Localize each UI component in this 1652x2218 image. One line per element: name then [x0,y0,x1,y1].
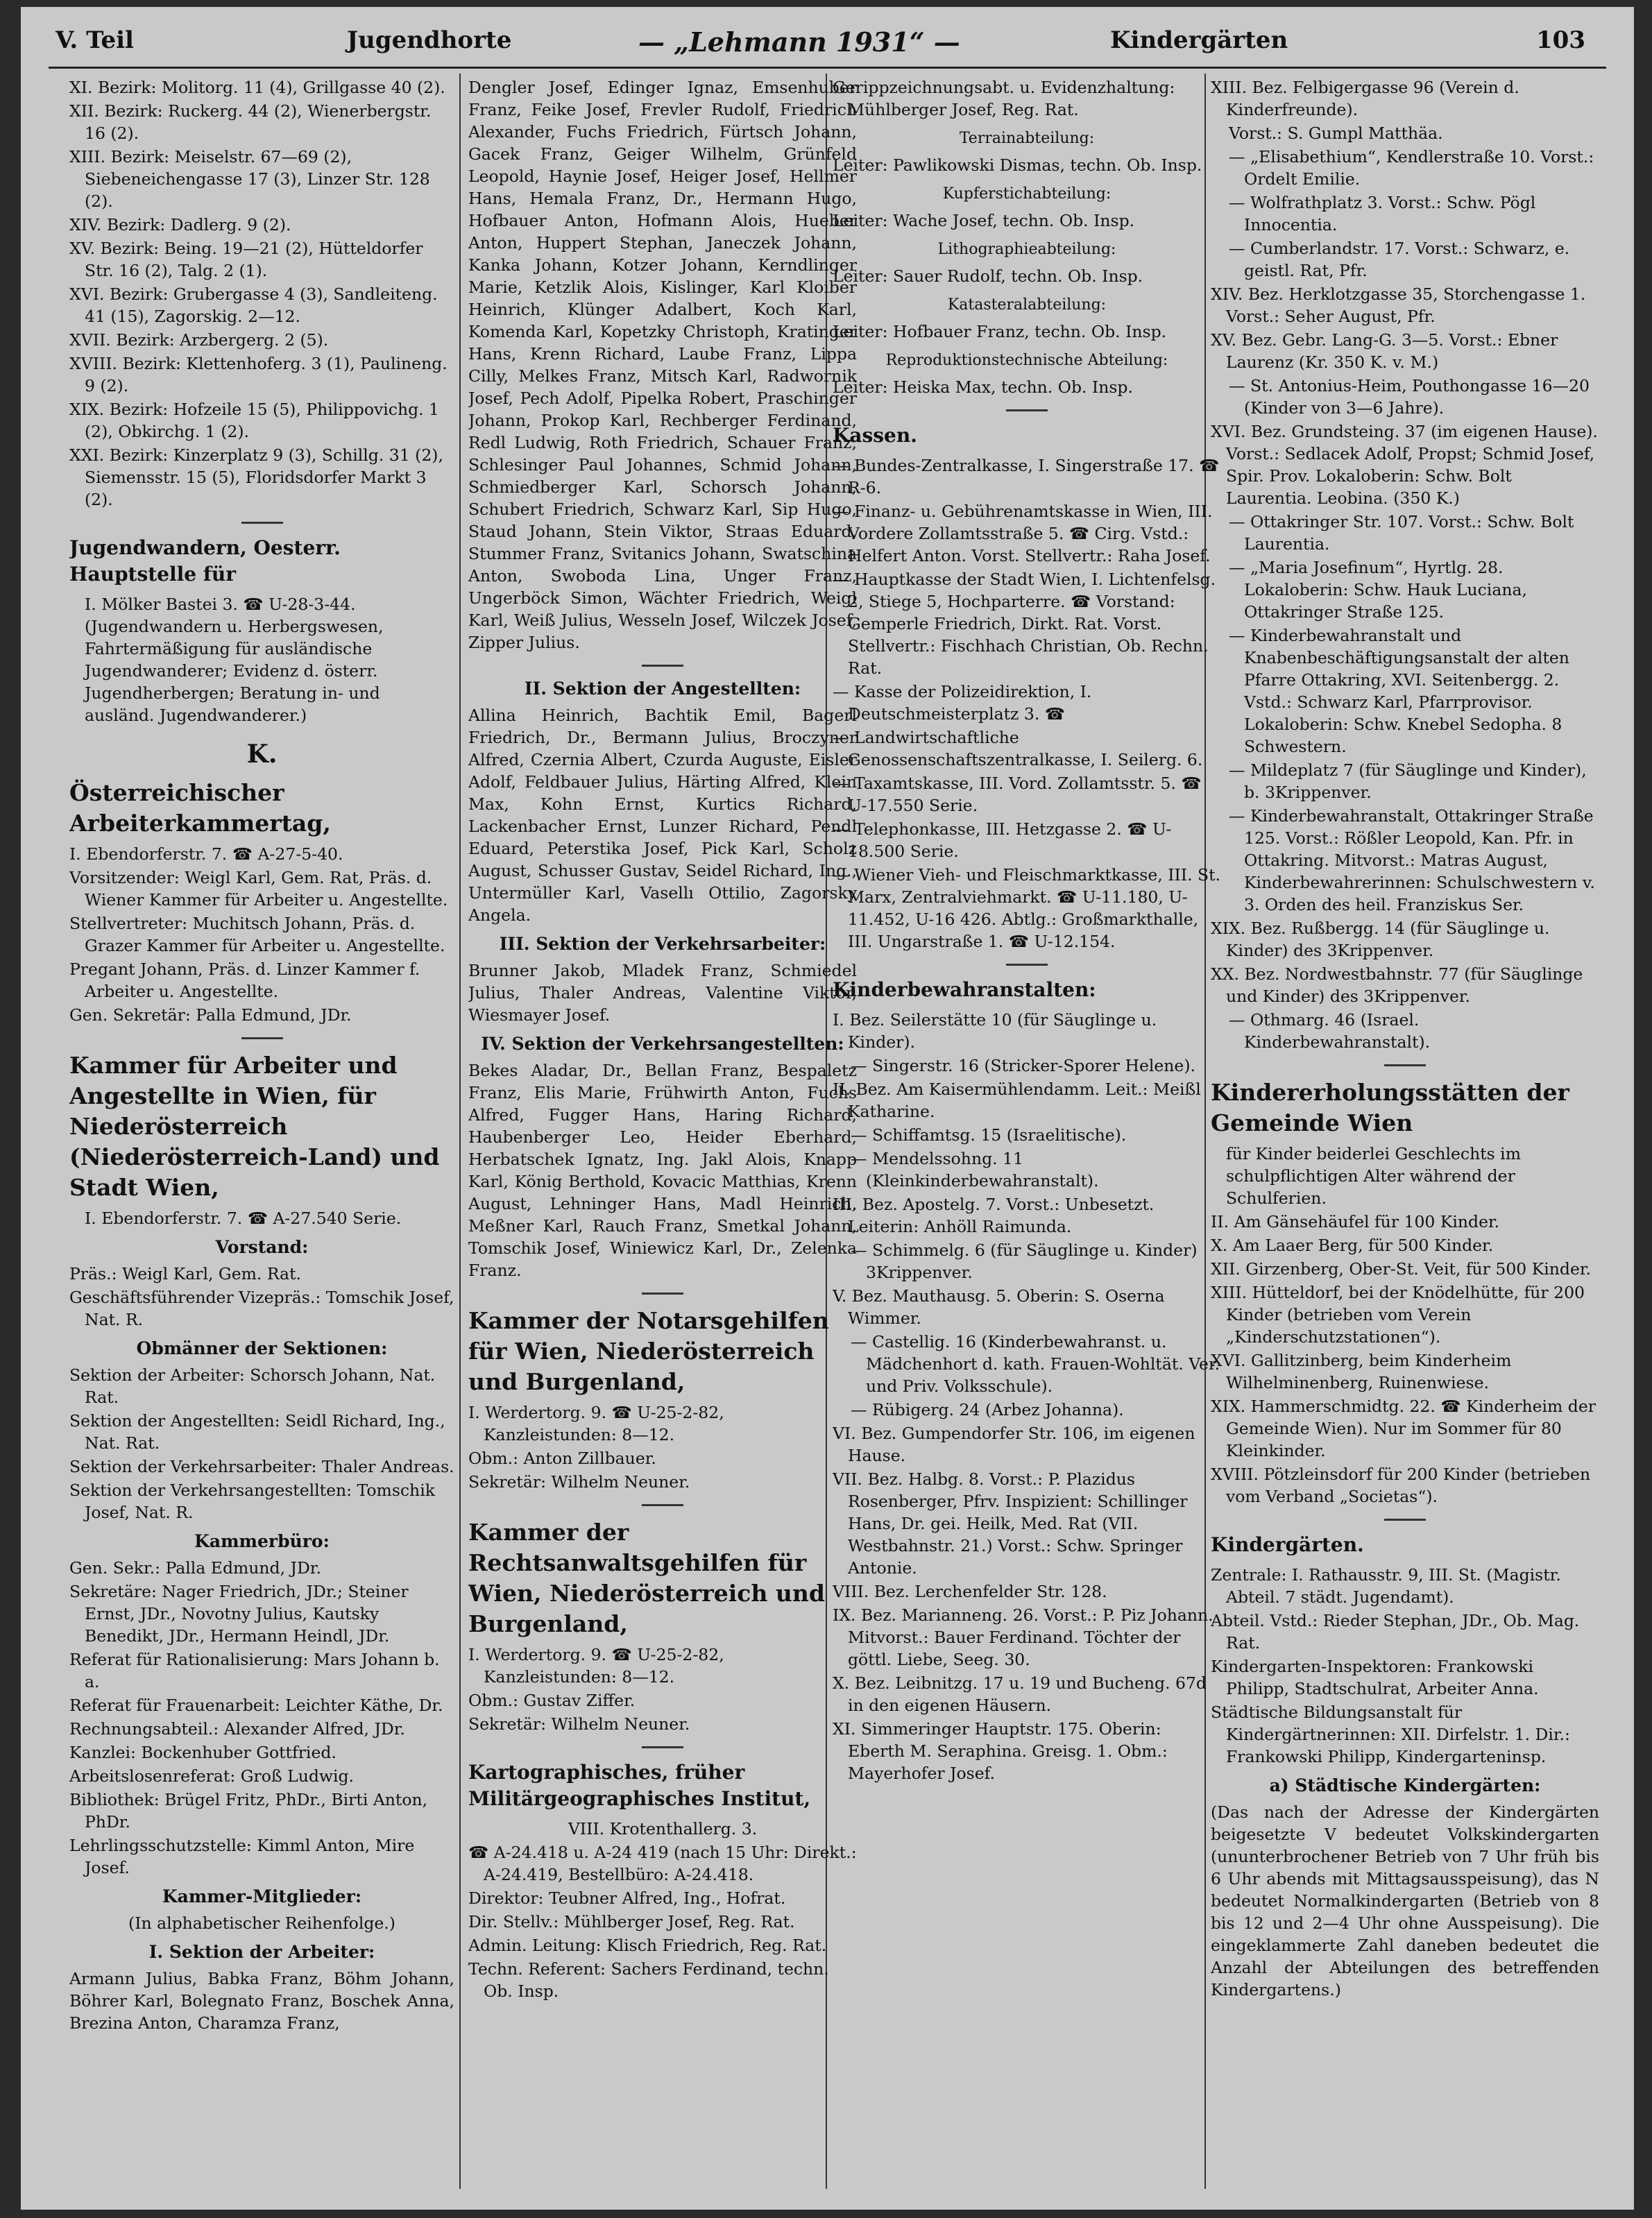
section-divider [642,1293,683,1295]
subsection-heading: IV. Sektion der Verkehrsangestellten: [481,1034,844,1054]
entry: Gerippzeichnungsabt. u. Evidenzhaltung: Mühlberger Josef, Reg. Rat. [833,78,1175,119]
entry: Zentrale: I. Rathausstr. 9, III. St. (Magistr. Abteil. 7 städt. Jugendamt). [1211,1565,1561,1607]
entry: VIII. Bez. Lerchenfelder Str. 128. [833,1582,1107,1601]
section-heading: Kinderbewahranstalten: [833,978,1096,1001]
entry: XVI. Gallitzinberg, beim Kinderheim Wilhelminenberg, Ruinenwiese. [1211,1351,1512,1392]
entry: VII. Bez. Halbg. 8. Vorst.: P. Plazidus Rosenberger, Pfrv. Inspizient: Schillinger Hans, Dr. gei. Heilk, Med. Rat (VII. Westbahnstr. 21.) Vorst.: Schw. Springer Antonie. [833,1469,1188,1578]
entry: — Kinderbewahranstalt und Knabenbeschäftigungsanstalt der alten Pfarre Ottakring, XVI. Seitenbergg. 2. Vstd.: Schwarz Karl, Pfarrprovisor. Lokaloberin: Schw. Knebel Sedopha. 8 Schwestern. [1229,626,1569,756]
entry: — Telephonkasse, III. Hetzgasse 2. ☎ U-18.500 Serie. [833,819,1172,861]
section-divider [642,1504,683,1506]
section-heading: Kassen. [833,424,917,447]
entry: Admin. Leitung: Klisch Friedrich, Reg. Rat. [468,1936,827,1955]
entry: — Landwirtschaftliche Genossenschaftszentralkasse, I. Seilerg. 6. [833,728,1203,769]
header-rule [49,67,1606,69]
entry: Leiter: Wache Josef, techn. Ob. Insp. [833,211,1135,230]
section-divider [1006,409,1048,411]
entry: II. Bez. Am Kaisermühlendamm. Leit.: Meißl Katharine. [833,1080,1201,1121]
section-divider [1006,964,1048,966]
subsection-heading: a) Städtische Kindergärten: [1269,1775,1541,1795]
district-entry: XVI. Bezirk: Grubergasse 4 (3), Sandleiteng. 41 (15), Zagorskig. 2—12. [69,284,438,326]
entry: — Mendelssohng. 11 (Kleinkinderbewahranstalt). [851,1149,1099,1191]
entry: II. Am Gänsehäufel für 100 Kinder. [1211,1212,1500,1231]
section-text: für Kinder beiderlei Geschlechts im schulpflichtigen Alter während der Schulferien. [1226,1144,1521,1208]
entry: Leiter: Hofbauer Franz, techn. Ob. Insp. [833,322,1167,341]
entry: — Ottakringer Str. 107. Vorst.: Schw. Bolt Laurentia. [1229,512,1574,554]
district-entry: XVIII. Bezirk: Klettenhoferg. 3 (1), Paulineng. 9 (2). [69,354,448,395]
entry: Leiter: Pawlikowski Dismas, techn. Ob. Insp. [833,155,1202,175]
section-text: (Das nach der Adresse der Kindergärten beigesetzte V bedeutet Volkskindergarten (ununterbrochener Betrieb von 7 Uhr früh bis 6 Uhr abends mit Mittagsausspeisung), das N bedeutet Normalkindergarten (Betrieb von 8 bis 12 und 2—4 Uhr ohne Ausspeisung). Die eingeklammerte Zahl daneben bedeutet die Anzahl der Abteilungen des betreffenden Kindergartens.) [1211,1802,1599,1999]
page [21,7,1634,2210]
entry: — Schiffamtsg. 15 (Israelitische). [851,1125,1127,1145]
entry: ☎ A-24.418 u. A-24 419 (nach 15 Uhr: Direkt.: A-24.419, Bestellbüro: A-24.418. [468,1843,857,1884]
district-entry: XV. Bezirk: Being. 19—21 (2), Hütteldorfer Str. 16 (2), Talg. 2 (1). [69,239,423,280]
entry: III. Bez. Apostelg. 7. Vorst.: Unbesetzt. Leiterin: Anhöll Raimunda. [833,1195,1155,1236]
member-list: Brunner Jakob, Mladek Franz, Schmiedel Julius, Thaler Andreas, Valentine Viktor, Wiesmayer Josef. [468,961,857,1025]
subsection-heading: I. Sektion der Arbeiter: [148,1942,375,1962]
department-heading: Terrainabteilung: [959,130,1095,147]
entry: — Kasse der Polizeidirektion, I. Deutschmeisterplatz 3. ☎ [833,682,1092,724]
entry: Sektion der Angestellten: Seidl Richard, Ing., Nat. Rat. [69,1411,445,1453]
entry: — St. Antonius-Heim, Pouthongasse 16—20 (Kinder von 3—6 Jahre). [1229,376,1590,418]
section-divider [241,522,283,524]
entry: V. Bez. Mauthausg. 5. Oberin: S. Oserna Wimmer. [833,1286,1165,1328]
section-divider [642,1746,683,1748]
member-list: Bekes Aladar, Dr., Bellan Franz, Bespaletz Franz, Elis Marie, Frühwirth Anton, Fuchs Alfred, Fugger Hans, Haring Richard, Haubenberger Leo, Heider Eberhard, Herbatschek Ignatz, Ing. Jakl Alois, Knapp Karl, König Berthold, Kovacic Matthias, Krenn August, Lehninger Hans, Madl Heinrich, Meßner Karl, Rauch Franz, Smetkal Johann, Tomschik Josef, Winiewicz Karl, Dr., Zelenka Franz. [468,1061,857,1280]
entry: — Bundes-Zentralkasse, I. Singerstraße 17. ☎ R-6. [833,456,1220,497]
entry: Kindergarten-Inspektoren: Frankowski Philipp, Stadtschulrat, Arbeiter Anna. [1211,1657,1539,1698]
district-entry: XII. Bezirk: Ruckerg. 44 (2), Wienerbergstr. 16 (2). [69,101,432,143]
entry: Leiter: Heiska Max, techn. Ob. Insp. [833,377,1133,397]
subsection-heading: Kammerbüro: [194,1531,330,1551]
column-2 [468,76,857,2196]
header-topic-left: Jugendhorte [347,26,512,54]
entry: — „Maria Josefinum“, Hyrtlg. 28. Lokaloberin: Schw. Hauk Luciana, Ottakringer Straße 125. [1229,558,1527,622]
entry: IX. Bez. Marianneng. 26. Vorst.: P. Piz Johann. Mitvorst.: Bauer Ferdinand. Töchter der göttl. Liebe, Seeg. 30. [833,1605,1214,1669]
entry: — Castellig. 16 (Kinderbewahranst. u. Mädchenhort d. kath. Frauen-Wohltät. Ver. und Priv. Volksschule). [851,1332,1220,1396]
section-heading: Kindererholungsstätten der Gemeinde Wien [1211,1079,1569,1136]
entry: XVIII. Pötzleinsdorf für 200 Kinder (betrieben vom Verband „Societas“). [1211,1465,1591,1506]
district-entry: XIX. Bezirk: Hofzeile 15 (5), Philippovichg. 1 (2), Obkirchg. 1 (2). [69,400,440,441]
entry: Techn. Referent: Sachers Ferdinand, techn. Ob. Insp. [468,1959,829,2001]
section-text: I. Mölker Bastei 3. ☎ U-28-3-44. (Jugendwandern u. Herbergswesen, Fahrtermäßigung für ausländische Jugendwanderer; Evidenz d. österr. Jugendherbergen; Beratung in- und ausländ. Jugendwanderer.) [85,595,384,725]
member-list: Dengler Josef, Edinger Ignaz, Emsenhuber Franz, Feike Josef, Frevler Rudolf, Friedrich Alexander, Fuchs Friedrich, Fürtsch Johann, Gacek Franz, Geiger Wilhelm, Grünfeld Leopold, Haynie Josef, Heiger Josef, Hellmer Hans, Hemala Franz, Dr., Hermann Hugo, Hofbauer Anton, Hofmann Alois, Hueber Anton, Huppert Stephan, Janeczek Johann, Kanka Johann, Kotzer Johann, Kerndlinger Marie, Ketzlik Alois, Kislinger, Karl Kloiber Heinrich, Klünger Adalbert, Koch Karl, Komenda Karl, Kopetzky Christoph, Kratinger Hans, Krenn Richard, Laube Franz, Lippa Cilly, Melkes Franz, Mitsch Karl, Radwornik Josef, Pech Adolf, Pipelka Robert, Praschinger Johann, Prokop Karl, Rechberger Ferdinand, Redl Ludwig, Roth Friedrich, Schauer Franz, Schlesinger Paul Johannes, Schmid Johann, Schmiedberger Karl, Schorsch Johann, Schubert Friedrich, Schwarz Karl, Sip Hugo, Staud Johann, Stein Viktor, Straas Eduard, Stummer Franz, Svitanics Johann, Swatschina Anton, Swoboda Lina, Unger Franz, Ungerböck Simon, Wächter Friedrich, Weigl Karl, Weiß Julius, Wesseln Josef, Wilczek Josef, Zipper Julius. [468,78,857,652]
entry: Pregant Johann, Präs. d. Linzer Kammer f. Arbeiter u. Angestellte. [69,959,420,1001]
entry: Geschäftsführender Vizepräs.: Tomschik Josef, Nat. R. [69,1288,454,1329]
entry: — Othmarg. 46 (Israel. Kinderbewahranstalt). [1229,1010,1431,1052]
entry: XIX. Bez. Rußbergg. 14 (für Säuglinge u. Kinder) des 3Krippenver. [1211,919,1550,960]
entry: — Kinderbewahranstalt, Ottakringer Straße 125. Vorst.: Rößler Leopold, Kan. Pfr. in Ottakring. Mitvorst.: Matras August, Kinderbewahrerinnen: Schulschwestern v. 3. Orden des heil. Franziskus Ser. [1229,806,1595,914]
department-heading: Kupferstichabteilung: [942,185,1112,203]
entry: Stellvertreter: Muchitsch Johann, Präs. d. Grazer Kammer für Arbeiter u. Angestellte. [69,914,445,955]
entry: Leiter: Sauer Rudolf, techn. Ob. Insp. [833,266,1143,286]
entry: Gen. Sekr.: Palla Edmund, JDr. [69,1558,321,1578]
section-heading: Kammer der Rechtsanwaltsgehilfen für Wien, Niederösterreich und Burgenland, [468,1519,825,1637]
entry: — Wiener Vieh- und Fleischmarktkasse, III. St. Marx, Zentralviehmarkt. ☎ U-11.180, U-11.452, U-16 426. Abtlg.: Großmarkthalle, III. Ungarstraße 1. ☎ U-12.154. [833,865,1221,951]
member-list: Allina Heinrich, Bachtik Emil, Bagerl Friedrich, Dr., Bermann Julius, Broczyner Alfred, Czernia Albert, Czurda Auguste, Eisler Adolf, Feldbauer Julius, Härting Alfred, Klein Max, Kohn Ernst, Kurtics Richard, Lackenbacher Ernst, Lunzer Richard, Pendl Eduard, Peterstika Josef, Pick Karl, Scholz August, Schusser Gustav, Seidel Richard, Ing., Untermüller Karl, Vasellı Ottilio, Zagorsky Angela. [468,706,857,925]
alphabet-letter: K. [246,740,278,769]
column-divider [459,74,461,2189]
entry: Arbeitslosenreferat: Groß Ludwig. [69,1766,355,1786]
part-label: V. Teil [56,26,134,54]
entry: Gen. Sekretär: Palla Edmund, JDr. [69,1005,352,1025]
subsection-heading: Kammer-Mitglieder: [162,1886,362,1906]
entry: Sekretär: Wilhelm Neuner. [468,1714,690,1734]
entry: Kanzlei: Bockenhuber Gottfried. [69,1743,337,1762]
subsection-note: (In alphabetischer Reihenfolge.) [128,1913,395,1933]
entry: — Mildeplatz 7 (für Säuglinge und Kinder), b. 3Krippenver. [1229,760,1587,802]
entry: XVI. Bez. Grundsteing. 37 (im eigenen Hause). Vorst.: Sedlacek Adolf, Propst; Schmid Josef, Spir. Prov. Lokaloberin: Schw. Bolt Laurentia. Leobina. (350 K.) [1211,422,1598,508]
department-heading: Reproduktionstechnische Abteilung: [885,352,1168,369]
entry: XV. Bez. Gebr. Lang-G. 3—5. Vorst.: Ebner Laurenz (Kr. 350 K. v. M.) [1211,330,1558,372]
entry: Sektion der Arbeiter: Schorsch Johann, Nat. Rat. [69,1365,436,1407]
column-1 [69,76,454,2196]
district-entry: XVII. Bezirk: Arzbergerg. 2 (5). [69,330,329,350]
entry: XII. Girzenberg, Ober-St. Veit, für 500 Kinder. [1211,1259,1591,1279]
entry: XIX. Hammerschmidtg. 22. ☎ Kinderheim der Gemeinde Wien). Nur im Sommer für 80 Kleinkinder. [1211,1397,1596,1460]
subsection-heading: II. Sektion der Angestellten: [524,679,801,699]
subsection-heading: III. Sektion der Verkehrsarbeiter: [499,934,826,954]
section-divider [1384,1519,1426,1521]
section-heading: Jugendwandern, Oesterr. Hauptstelle für [69,536,341,586]
entry: Sekretäre: Nager Friedrich, JDr.; Steiner Ernst, JDr., Novotny Julius, Kautsky Benedikt, JDr., Hermann Heindl, JDr. [69,1582,409,1646]
entry: — Finanz- u. Gebührenamtskasse in Wien, III. Vordere Zollamtsstraße 5. ☎ Cirg. Vstd.: Helfert Anton. Vorst. Stellvertr.: Raha Josef. [833,502,1213,565]
district-entry: XIII. Bezirk: Meiselstr. 67—69 (2), Siebeneichengasse 17 (3), Linzer Str. 128 (2). [69,147,430,211]
entry: — Cumberlandstr. 17. Vorst.: Schwarz, e. geistl. Rat, Pfr. [1229,239,1570,280]
entry: I. Werdertorg. 9. ☎ U-25-2-82, Kanzleistunden: 8—12. [468,1403,724,1444]
entry: XIII. Bez. Felbigergasse 96 (Verein d. Kinderfreunde). [1211,78,1519,119]
entry: — Taxamtskasse, III. Vord. Zollamtsstr. 5. ☎ U-17.550 Serie. [833,774,1202,815]
entry: Bibliothek: Brügel Fritz, PhDr., Birti Anton, PhDr. [69,1790,428,1832]
section-divider [642,665,683,667]
section-heading: Österreichischer Arbeiterkammertag, [69,779,331,837]
section-heading: Kartographisches, früher Militärgeographisches Institut, [468,1761,811,1810]
section-divider [1384,1064,1426,1066]
entry: — „Elisabethium“, Kendlerstraße 10. Vorst.: Ordelt Emilie. [1229,147,1594,189]
entry: — Hauptkasse der Stadt Wien, I. Lichtenfelsg. 2, Stiege 5, Hochparterre. ☎ Vorstand: Gemperle Friedrich, Dirkt. Rat. Vorst. Stellvertr.: Fischhach Christian, Ob. Rechn. Rat. [833,570,1216,678]
subsection-heading: Obmänner der Sektionen: [136,1338,388,1358]
section-heading: Kammer für Arbeiter und Angestellte in Wien, für Niederösterreich (Niederösterreich-Land) und Stadt Wien, [69,1052,440,1201]
entry: I. Werdertorg. 9. ☎ U-25-2-82, Kanzleistunden: 8—12. [468,1645,724,1687]
entry: Referat für Rationalisierung: Mars Johann b. a. [69,1650,440,1691]
section-divider [241,1037,283,1039]
department-heading: Katasteralabteilung: [947,296,1107,314]
entry: Obm.: Gustav Ziffer. [468,1691,636,1710]
entry: X. Am Laaer Berg, für 500 Kinder. [1211,1236,1494,1255]
member-list: Armann Julius, Babka Franz, Böhm Johann, Böhrer Karl, Bolegnato Franz, Boschek Anna, Brezina Anton, Charamza Franz, [69,1969,454,2033]
entry: Vorsitzender: Weigl Karl, Gem. Rat, Präs. d. Wiener Kammer für Arbeiter u. Angestellte. [69,868,448,910]
section-heading: Kindergärten. [1211,1533,1364,1556]
entry: XIII. Hütteldorf, bei der Knödelhütte, für 200 Kinder (betrieben vom Verein „Kinderschutzstationen“). [1211,1283,1585,1347]
subsection-heading: Vorstand: [215,1237,309,1257]
entry: — Rübigerg. 24 (Arbez Johanna). [851,1400,1124,1419]
entry: Direktor: Teubner Alfred, Ing., Hofrat. [468,1888,786,1908]
running-header [21,18,1634,60]
column-4 [1211,76,1599,2196]
department-heading: Lithographieabteilung: [937,241,1116,258]
district-entry: XI. Bezirk: Molitorg. 11 (4), Grillgasse 40 (2). [69,78,445,97]
entry: Vorst.: S. Gumpl Matthäa. [1229,123,1443,143]
entry: — Wolfrathplatz 3. Vorst.: Schw. Pögl Innocentia. [1229,193,1536,234]
entry: X. Bez. Leibnitzg. 17 u. 19 und Bucheng. 67d in den eigenen Häusern. [833,1673,1207,1715]
entry: VIII. Krotenthallerg. 3. [568,1819,758,1839]
entry: XX. Bez. Nordwestbahnstr. 77 (für Säuglinge und Kinder) des 3Krippenver. [1211,964,1583,1006]
column-3 [833,76,1221,2196]
district-list [69,76,454,511]
entry: Präs.: Weigl Karl, Gem. Rat. [69,1264,301,1283]
entry: Städtische Bildungsanstalt für Kindergärtnerinnen: XII. Dirfelstr. 1. Dir.: Frankowski Philipp, Kindergarteninsp. [1211,1703,1570,1766]
entry: Sekretär: Wilhelm Neuner. [468,1472,690,1492]
entry: Referat für Frauenarbeit: Leichter Käthe, Dr. [69,1696,443,1715]
entry: I. Ebendorferstr. 7. ☎ A-27.540 Serie. [85,1209,402,1228]
entry: Dir. Stellv.: Mühlberger Josef, Reg. Rat. [468,1912,795,1931]
district-entry: XXI. Bezirk: Kinzerplatz 9 (3), Schillg. 31 (2), Siemensstr. 15 (5), Floridsdorfer Markt 3 (2). [69,445,443,509]
entry: Sektion der Verkehrsangestellten: Tomschik Josef, Nat. R. [69,1481,435,1522]
entry: Abteil. Vstd.: Rieder Stephan, JDr., Ob. Mag. Rat. [1211,1611,1580,1653]
entry: — Singerstr. 16 (Stricker-Sporer Helene). [851,1056,1195,1075]
entry: — Schimmelg. 6 (für Säuglinge u. Kinder) 3Krippenver. [851,1240,1198,1282]
page-number: 103 [1536,26,1585,54]
header-title: — „Lehmann 1931“ — [638,26,960,58]
entry: Obm.: Anton Zillbauer. [468,1449,656,1468]
entry: I. Ebendorferstr. 7. ☎ A-27-5-40. [69,844,343,864]
district-entry: XIV. Bezirk: Dadlerg. 9 (2). [69,215,291,234]
entry: XIV. Bez. Herklotzgasse 35, Storchengasse 1. Vorst.: Seher August, Pfr. [1211,284,1586,326]
entry: Rechnungsabteil.: Alexander Alfred, JDr. [69,1719,405,1739]
entry: VI. Bez. Gumpendorfer Str. 106, im eigenen Hause. [833,1424,1195,1465]
entry: XI. Simmeringer Hauptstr. 175. Oberin: Eberth M. Seraphina. Greisg. 1. Obm.: Mayerhofer Josef. [833,1719,1168,1783]
header-topic-right: Kindergärten [1110,26,1288,54]
entry: I. Bez. Seilerstätte 10 (für Säuglinge u. Kinder). [833,1010,1157,1052]
entry: Sektion der Verkehrsarbeiter: Thaler Andreas. [69,1457,454,1476]
section-heading: Kammer der Notarsgehilfen für Wien, Niederösterreich und Burgenland, [468,1307,829,1395]
entry: Lehrlingsschutzstelle: Kimml Anton, Mire Josef. [69,1836,415,1877]
